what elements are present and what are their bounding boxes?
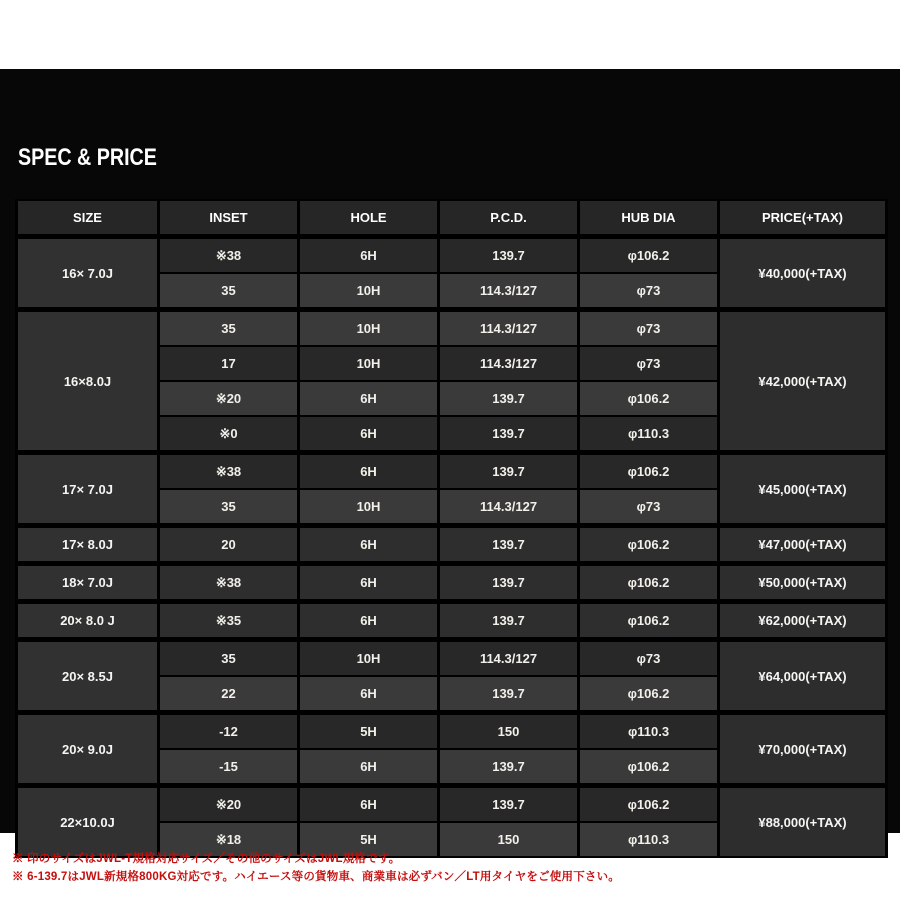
price-cell: ¥50,000(+TAX) bbox=[719, 564, 887, 602]
spec-price-panel bbox=[0, 69, 900, 883]
inset-cell: 35 bbox=[159, 640, 299, 677]
table-row bbox=[17, 786, 887, 823]
hole-cell: 10H bbox=[299, 489, 439, 526]
table-row bbox=[17, 602, 887, 640]
inset-cell: 35 bbox=[159, 273, 299, 310]
hubdia-cell: φ106.2 bbox=[579, 786, 719, 823]
price-cell: ¥88,000(+TAX) bbox=[719, 786, 887, 858]
size-cell: 22×10.0J bbox=[17, 786, 159, 858]
hole-cell: 6H bbox=[299, 676, 439, 713]
hole-cell: 6H bbox=[299, 526, 439, 564]
hole-cell: 6H bbox=[299, 453, 439, 490]
hole-cell: 6H bbox=[299, 749, 439, 786]
hole-cell: 6H bbox=[299, 237, 439, 274]
pcd-cell: 139.7 bbox=[439, 453, 579, 490]
inset-cell: ※38 bbox=[159, 564, 299, 602]
hubdia-cell: φ73 bbox=[579, 310, 719, 347]
header-cell-p-c-d: P.C.D. bbox=[439, 200, 579, 237]
inset-cell: 20 bbox=[159, 526, 299, 564]
hole-cell: 10H bbox=[299, 310, 439, 347]
size-cell: 17× 8.0J bbox=[17, 526, 159, 564]
size-cell: 20× 9.0J bbox=[17, 713, 159, 786]
inset-cell: ※38 bbox=[159, 237, 299, 274]
price-cell: ¥70,000(+TAX) bbox=[719, 713, 887, 786]
header-cell-price-tax: PRICE(+TAX) bbox=[719, 200, 887, 237]
hole-cell: 6H bbox=[299, 786, 439, 823]
price-cell: ¥45,000(+TAX) bbox=[719, 453, 887, 526]
inset-cell: ※35 bbox=[159, 602, 299, 640]
hole-cell: 10H bbox=[299, 346, 439, 381]
inset-cell: -12 bbox=[159, 713, 299, 750]
hole-cell: 10H bbox=[299, 273, 439, 310]
pcd-cell: 139.7 bbox=[439, 749, 579, 786]
hole-cell: 6H bbox=[299, 602, 439, 640]
pcd-cell: 114.3/127 bbox=[439, 489, 579, 526]
pcd-cell: 139.7 bbox=[439, 526, 579, 564]
pcd-cell: 139.7 bbox=[439, 602, 579, 640]
pcd-cell: 139.7 bbox=[439, 676, 579, 713]
hubdia-cell: φ106.2 bbox=[579, 749, 719, 786]
size-cell: 17× 7.0J bbox=[17, 453, 159, 526]
price-cell: ¥64,000(+TAX) bbox=[719, 640, 887, 713]
size-cell: 18× 7.0J bbox=[17, 564, 159, 602]
table-body bbox=[17, 237, 887, 858]
pcd-cell: 114.3/127 bbox=[439, 640, 579, 677]
spec-price-table bbox=[15, 199, 888, 858]
table-row bbox=[17, 564, 887, 602]
price-cell: ¥62,000(+TAX) bbox=[719, 602, 887, 640]
pcd-cell: 114.3/127 bbox=[439, 273, 579, 310]
inset-cell: ※20 bbox=[159, 381, 299, 416]
header-cell-hub-dia: HUB DIA bbox=[579, 200, 719, 237]
price-cell: ¥40,000(+TAX) bbox=[719, 237, 887, 310]
pcd-cell: 139.7 bbox=[439, 416, 579, 453]
footnote-jwl-t: ※ 印のサイズはJWL-T規格対応サイズ／その他のサイズはJWL規格です。 bbox=[12, 853, 401, 865]
pcd-cell: 150 bbox=[439, 713, 579, 750]
header-cell-hole: HOLE bbox=[299, 200, 439, 237]
footnote-jwl-800kg: ※ 6-139.7はJWL新規格800KG対応です。ハイエース等の貨物車、商業車は必ずバン／LT用タイヤをご使用下さい。 bbox=[12, 871, 620, 883]
table-row bbox=[17, 453, 887, 490]
footnotes bbox=[12, 852, 892, 888]
pcd-cell: 114.3/127 bbox=[439, 310, 579, 347]
hole-cell: 6H bbox=[299, 416, 439, 453]
header-cell-inset: INSET bbox=[159, 200, 299, 237]
size-cell: 20× 8.0 J bbox=[17, 602, 159, 640]
header-cell-size: SIZE bbox=[17, 200, 159, 237]
table-row bbox=[17, 640, 887, 677]
hubdia-cell: φ110.3 bbox=[579, 416, 719, 453]
hubdia-cell: φ106.2 bbox=[579, 381, 719, 416]
table-row bbox=[17, 713, 887, 750]
hubdia-cell: φ110.3 bbox=[579, 822, 719, 857]
hubdia-cell: φ73 bbox=[579, 346, 719, 381]
table-row bbox=[17, 237, 887, 274]
pcd-cell: 114.3/127 bbox=[439, 346, 579, 381]
size-cell: 20× 8.5J bbox=[17, 640, 159, 713]
page-title: SPEC & PRICE bbox=[18, 144, 157, 171]
inset-cell: 35 bbox=[159, 489, 299, 526]
inset-cell: -15 bbox=[159, 749, 299, 786]
hubdia-cell: φ106.2 bbox=[579, 453, 719, 490]
pcd-cell: 139.7 bbox=[439, 786, 579, 823]
hole-cell: 6H bbox=[299, 564, 439, 602]
inset-cell: 22 bbox=[159, 676, 299, 713]
hole-cell: 6H bbox=[299, 381, 439, 416]
price-cell: ¥42,000(+TAX) bbox=[719, 310, 887, 453]
inset-cell: ※20 bbox=[159, 786, 299, 823]
hole-cell: 5H bbox=[299, 822, 439, 857]
hubdia-cell: φ106.2 bbox=[579, 602, 719, 640]
inset-cell: 35 bbox=[159, 310, 299, 347]
table-row bbox=[17, 526, 887, 564]
table-row bbox=[17, 310, 887, 347]
size-cell: 16× 7.0J bbox=[17, 237, 159, 310]
hubdia-cell: φ106.2 bbox=[579, 676, 719, 713]
price-cell: ¥47,000(+TAX) bbox=[719, 526, 887, 564]
pcd-cell: 139.7 bbox=[439, 564, 579, 602]
table-header-row bbox=[17, 200, 887, 237]
hole-cell: 5H bbox=[299, 713, 439, 750]
pcd-cell: 139.7 bbox=[439, 237, 579, 274]
hole-cell: 10H bbox=[299, 640, 439, 677]
hubdia-cell: φ106.2 bbox=[579, 526, 719, 564]
hubdia-cell: φ73 bbox=[579, 273, 719, 310]
hubdia-cell: φ73 bbox=[579, 640, 719, 677]
pcd-cell: 139.7 bbox=[439, 381, 579, 416]
inset-cell: ※18 bbox=[159, 822, 299, 857]
hubdia-cell: φ106.2 bbox=[579, 237, 719, 274]
inset-cell: ※0 bbox=[159, 416, 299, 453]
hubdia-cell: φ73 bbox=[579, 489, 719, 526]
hubdia-cell: φ106.2 bbox=[579, 564, 719, 602]
inset-cell: 17 bbox=[159, 346, 299, 381]
size-cell: 16×8.0J bbox=[17, 310, 159, 453]
hubdia-cell: φ110.3 bbox=[579, 713, 719, 750]
inset-cell: ※38 bbox=[159, 453, 299, 490]
pcd-cell: 150 bbox=[439, 822, 579, 857]
